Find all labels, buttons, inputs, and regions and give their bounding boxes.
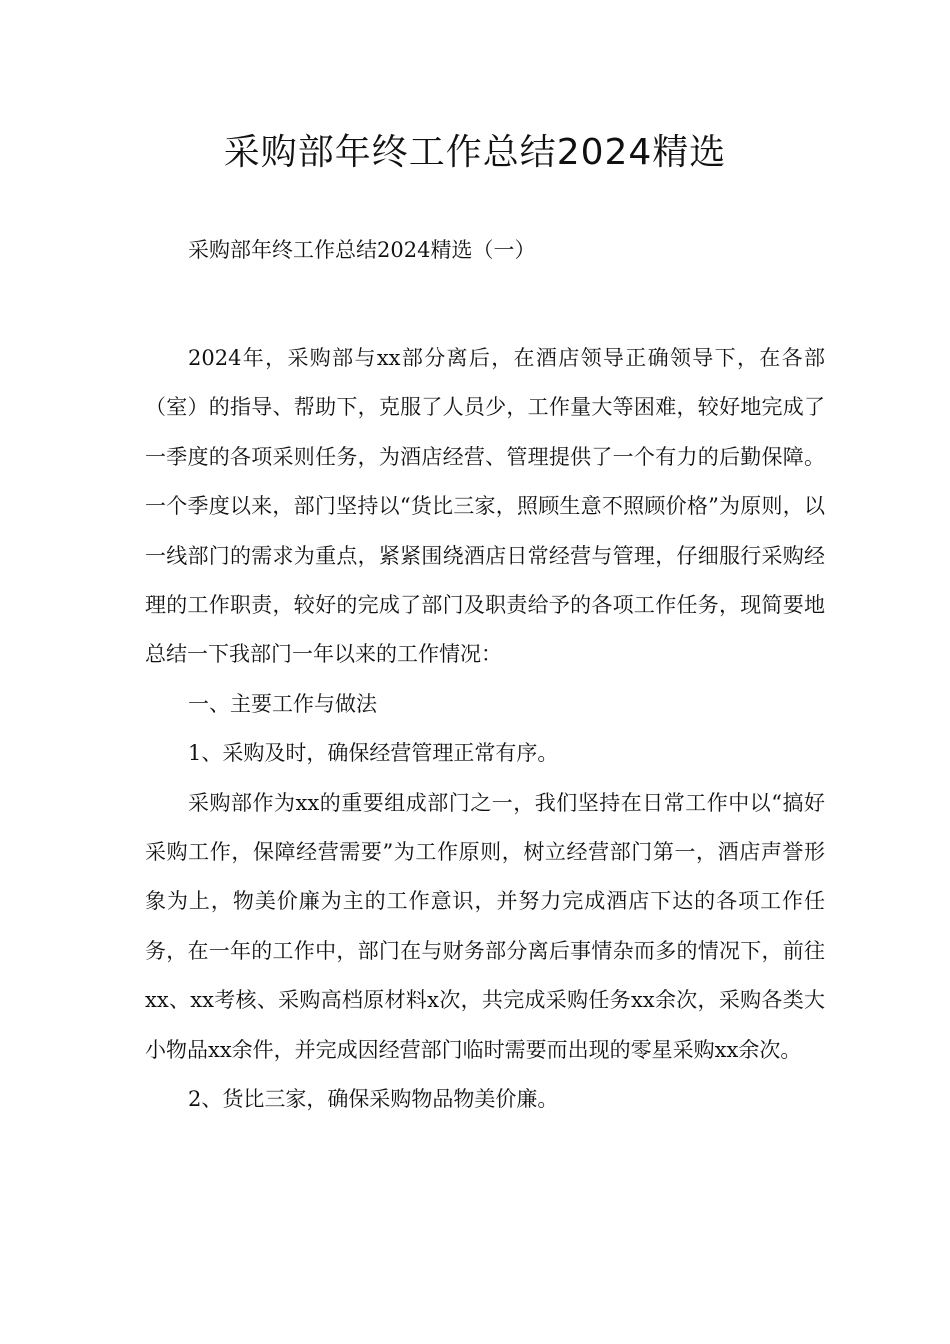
item-heading-2: 2、货比三家，确保采购物品物美价廉。 [188,1087,559,1112]
document-subtitle: 采购部年终工作总结2024精选（一） [188,238,536,262]
document-title: 采购部年终工作总结2024精选 [223,132,727,173]
intro-paragraph: 2024年，采购部与xx部分离后，在酒店领导正确领导下，在各部（室）的指导、帮助下，克服了人员少，工作量大等困难，较好地完成了一季度的各项采则任务，为酒店经营、管理提供了一个有力的后勤保障。一个季度以来，部门坚持以“货比三家，照顾生意不照顾价格”为原则，以一线部门的需求为重点，紧紧围绕酒店日常经营与管理，仔细服行采购经理的工作职责，较好的完成了部门及职责给予的各项工作任务，现简要地总结一下我部门一年以来的工作情况： [145,346,825,667]
item-paragraph-1: 采购部作为xx的重要组成部门之一，我们坚持在日常工作中以“搞好采购工作，保障经营需要”为工作原则，树立经营部门第一，酒店声誉形象为上，物美价廉为主的工作意识，并努力完成酒店下达的各项工作任务，在一年的工作中，部门在与财务部分离后事情杂而多的情况下，前往xx、xx考核、采购高档原材料x次，共完成采购任务xx余次，采购各类大小物品xx余件，并完成因经营部门临时需要而出现的零星采购xx余次。 [145,790,825,1062]
section-heading-main-work: 一、主要工作与做法 [188,691,377,716]
document-body [145,334,825,1125]
item-heading-1: 1、采购及时，确保经营管理正常有序。 [188,741,559,766]
